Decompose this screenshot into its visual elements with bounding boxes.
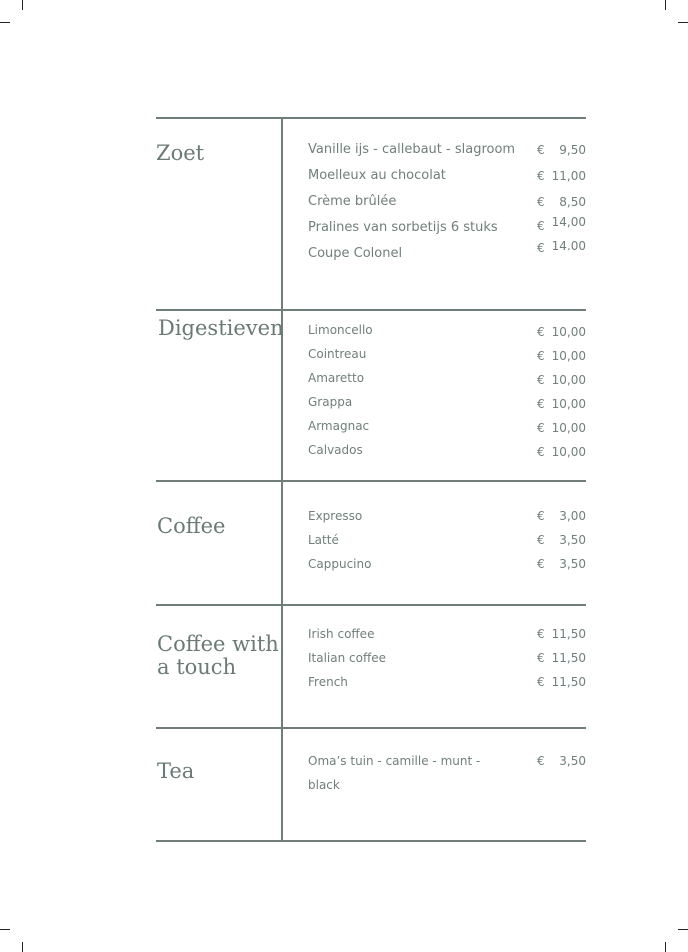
item-price: 9,50: [559, 143, 586, 157]
item-name: Coupe Colonel: [308, 246, 403, 261]
currency-symbol: €: [537, 241, 545, 255]
currency-symbol: €: [537, 509, 545, 523]
currency-symbol: €: [537, 557, 545, 571]
menu-item: [308, 648, 586, 668]
crop-mark: [22, 942, 23, 952]
menu-item: [308, 166, 586, 186]
item-name: Pralines van sorbetijs 6 stuks: [308, 220, 498, 235]
item-price: 10,00: [551, 325, 586, 339]
crop-mark: [678, 22, 688, 23]
item-price: 3,50: [559, 557, 586, 571]
crop-mark: [22, 0, 23, 10]
item-price: 11,50: [551, 627, 586, 641]
menu-section-coffee-with-a-touch: [156, 604, 586, 727]
menu-item: [308, 140, 586, 160]
menu-item: [308, 215, 586, 238]
crop-mark: [0, 22, 10, 23]
section-title: Coffee: [157, 514, 226, 538]
section-divider: [156, 840, 586, 842]
item-name: [308, 751, 480, 799]
item-price: 11,50: [551, 675, 586, 689]
menu-section-digestieven: [156, 309, 586, 480]
crop-mark: [0, 929, 10, 930]
item-name: Moelleux au chocolat: [308, 168, 446, 183]
currency-symbol: €: [537, 533, 545, 547]
currency-symbol: €: [537, 754, 545, 768]
currency-symbol: €: [537, 651, 545, 665]
menu-item: [308, 239, 586, 264]
currency-symbol: €: [537, 325, 545, 339]
menu-item: [308, 672, 586, 692]
item-name: Cointreau: [308, 347, 367, 361]
menu-item: [308, 368, 586, 388]
item-name: Cappucino: [308, 557, 372, 571]
menu-section-tea: [156, 727, 586, 840]
item-price: 14.00: [551, 239, 586, 253]
menu-section-zoet: [156, 117, 586, 309]
currency-symbol: €: [537, 349, 545, 363]
section-title: [157, 633, 283, 679]
section-title-line: a touch: [157, 655, 237, 679]
menu-item: [308, 392, 586, 412]
menu-item: [308, 751, 586, 799]
item-name-line: black: [308, 778, 340, 792]
menu-item: [308, 440, 586, 460]
crop-mark: [665, 0, 666, 10]
section-title-line: Coffee with: [157, 632, 279, 656]
menu-item: [308, 506, 586, 526]
currency-symbol: €: [537, 397, 545, 411]
item-name: Vanille ijs - callebaut - slagroom: [308, 142, 516, 157]
item-name-line: Oma’s tuin - camille - munt -: [308, 754, 481, 768]
menu-item: [308, 554, 586, 574]
item-name: Grappa: [308, 395, 353, 409]
item-name: Italian coffee: [308, 651, 387, 665]
menu-item: [308, 530, 586, 550]
item-price: 10,00: [551, 445, 586, 459]
item-name: Expresso: [308, 509, 363, 523]
item-price: 11,50: [551, 651, 586, 665]
menu-item: [308, 416, 586, 436]
section-title: Digestieven: [158, 316, 284, 340]
item-price: 10,00: [551, 421, 586, 435]
item-price: 11,00: [551, 169, 586, 183]
item-price: 10,00: [551, 349, 586, 363]
menu-section-coffee: [156, 480, 586, 604]
currency-symbol: €: [537, 373, 545, 387]
crop-mark: [678, 929, 688, 930]
currency-symbol: €: [537, 675, 545, 689]
currency-symbol: €: [537, 195, 545, 209]
item-name: French: [308, 675, 348, 689]
item-price: 10,00: [551, 373, 586, 387]
item-price: 8,50: [559, 195, 586, 209]
item-name: Latté: [308, 533, 339, 547]
item-name: Armagnac: [308, 419, 370, 433]
menu-item: [308, 624, 586, 644]
currency-symbol: €: [537, 445, 545, 459]
item-name: Amaretto: [308, 371, 365, 385]
currency-symbol: €: [537, 169, 545, 183]
item-price: 10,00: [551, 397, 586, 411]
currency-symbol: €: [537, 219, 545, 233]
currency-symbol: €: [537, 627, 545, 641]
item-price: 14,00: [551, 215, 586, 229]
item-price: 3,00: [559, 509, 586, 523]
currency-symbol: €: [537, 421, 545, 435]
currency-symbol: €: [537, 143, 545, 157]
crop-mark: [665, 942, 666, 952]
item-name: Calvados: [308, 443, 363, 457]
item-name: Irish coffee: [308, 627, 375, 641]
menu-item: [308, 320, 586, 340]
menu-item: [308, 192, 586, 212]
section-title: Tea: [157, 759, 195, 783]
item-name: Crème brûlée: [308, 194, 397, 209]
item-name: Limoncello: [308, 323, 373, 337]
item-price: 3,50: [559, 754, 586, 768]
menu-item: [308, 344, 586, 364]
item-price: 3,50: [559, 533, 586, 547]
section-title: Zoet: [156, 141, 205, 165]
